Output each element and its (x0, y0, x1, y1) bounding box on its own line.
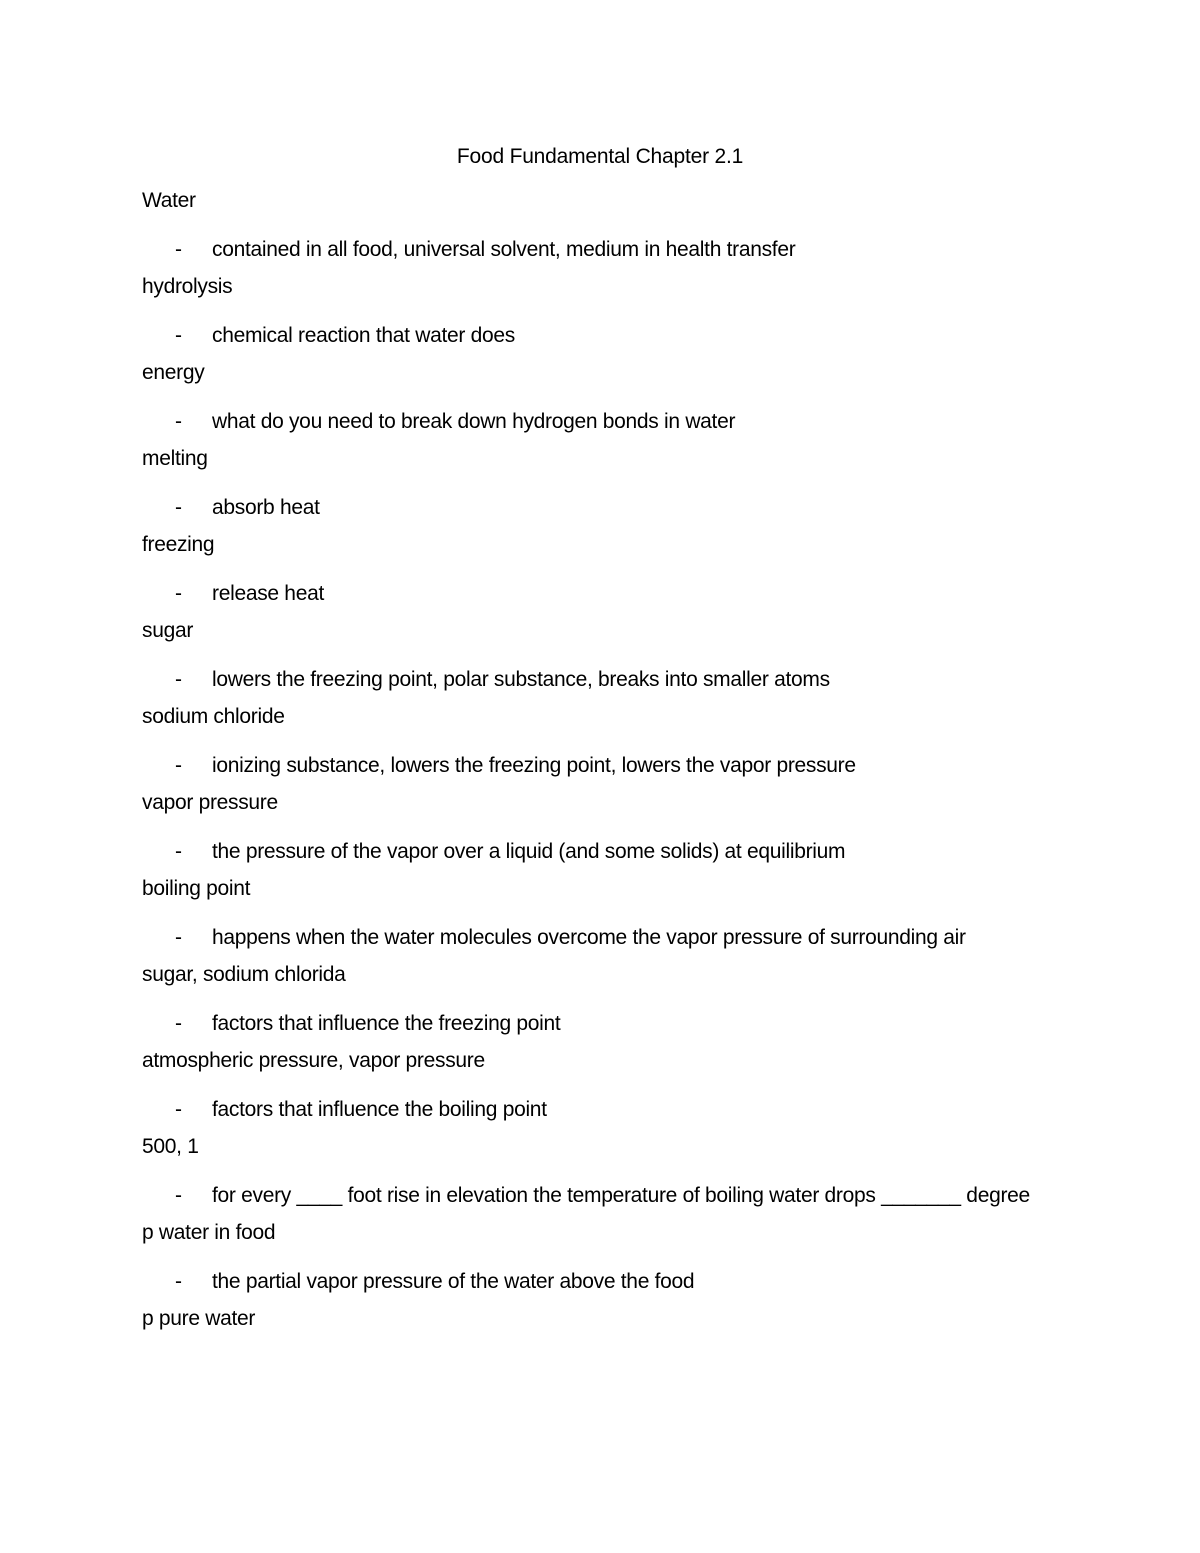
definition-text: factors that influence the freezing point (212, 1012, 561, 1035)
bullet-dash: - (175, 1270, 182, 1293)
bullet-dash: - (175, 1098, 182, 1121)
entry-definition (142, 1261, 1062, 1303)
entry-definition (142, 745, 1062, 787)
entry-term: atmospheric pressure, vapor pressure (142, 1049, 485, 1072)
entry-term: 500, 1 (142, 1135, 199, 1158)
entry-definition (142, 229, 1062, 271)
entry-definition (142, 1175, 1062, 1217)
entry-term: sugar, sodium chlorida (142, 963, 346, 986)
definition-text: absorb heat (212, 496, 320, 519)
flashcard-list (142, 186, 1062, 1347)
entry-term: sodium chloride (142, 705, 285, 728)
definition-text: the partial vapor pressure of the water above the food (212, 1270, 695, 1293)
bullet-dash: - (175, 668, 182, 691)
entry-term: sugar (142, 619, 194, 642)
entry-definition (142, 1003, 1062, 1045)
entry-term: melting (142, 447, 208, 470)
bullet-dash: - (175, 238, 182, 261)
definition-text: the pressure of the vapor over a liquid (and some solids) at equilibrium (212, 840, 846, 863)
bullet-dash: - (175, 754, 182, 777)
entry-definition (142, 401, 1062, 443)
entry-definition (142, 831, 1062, 873)
definition-text: lowers the freezing point, polar substance, breaks into smaller atoms (212, 668, 830, 691)
bullet-dash: - (175, 840, 182, 863)
definition-text: what do you need to break down hydrogen bonds in water (212, 410, 736, 433)
document-title: Food Fundamental Chapter 2.1 (456, 145, 744, 168)
entry-definition (142, 315, 1062, 357)
definition-text: chemical reaction that water does (212, 324, 515, 347)
entry-term: p pure water (142, 1307, 256, 1330)
entry-definition (142, 487, 1062, 529)
bullet-dash: - (175, 1184, 182, 1207)
bullet-dash: - (175, 1012, 182, 1035)
bullet-dash: - (175, 410, 182, 433)
definition-text: factors that influence the boiling point (212, 1098, 547, 1121)
bullet-dash: - (175, 324, 182, 347)
entry-definition (142, 659, 1062, 701)
bullet-dash: - (175, 926, 182, 949)
bullet-dash: - (175, 582, 182, 605)
entry-term: hydrolysis (142, 275, 233, 298)
definition-text: release heat (212, 582, 324, 605)
definition-text: happens when the water molecules overcome the vapor pressure of surrounding air (212, 926, 966, 949)
entry-term: boiling point (142, 877, 251, 900)
entry-definition (142, 1089, 1062, 1131)
bullet-dash: - (175, 496, 182, 519)
definition-text: ionizing substance, lowers the freezing point, lowers the vapor pressure (212, 754, 856, 777)
definition-text: contained in all food, universal solvent, medium in health transfer (212, 238, 796, 261)
entry-term: freezing (142, 533, 215, 556)
entry-definition (142, 917, 1062, 959)
entry-definition (142, 573, 1062, 615)
entry-term: p water in food (142, 1221, 276, 1244)
entry-term: energy (142, 361, 205, 384)
definition-text: for every ____ foot rise in elevation the temperature of boiling water drops _______ degree (212, 1184, 1030, 1207)
entry-term: vapor pressure (142, 791, 278, 814)
entry-term: Water (142, 189, 196, 212)
